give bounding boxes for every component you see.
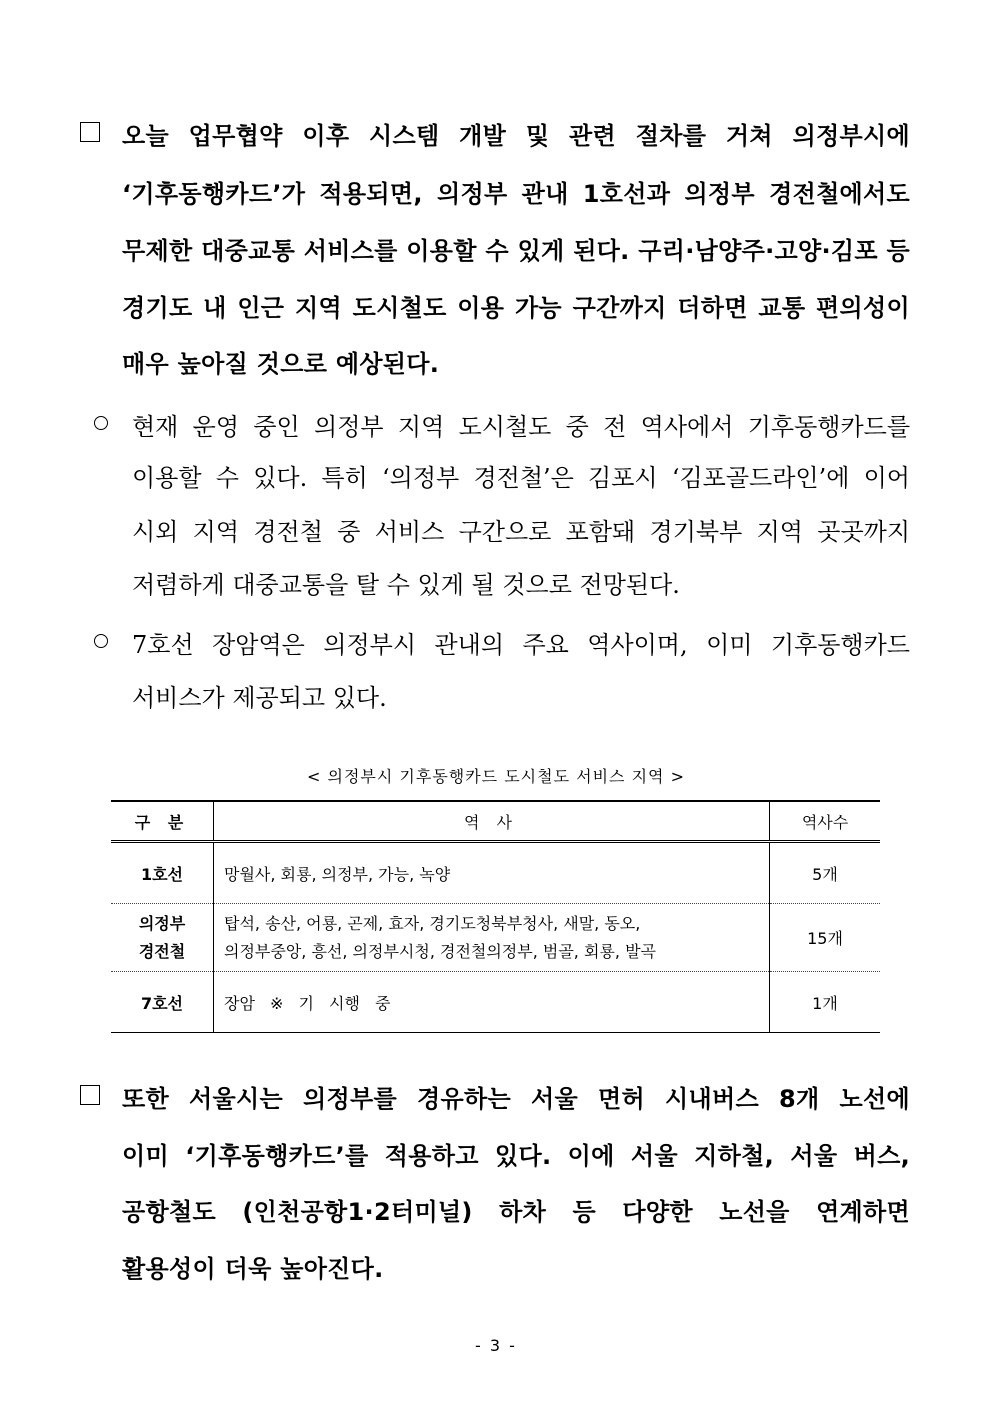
paragraph-2-line-3: 공항철도 (인천공항1·2터미널) 하차 등 다양한 노선을 연계하면 (122, 1198, 910, 1226)
circle-bullet-icon (94, 634, 108, 648)
header-category: 구 분 (111, 801, 214, 842)
table-row (111, 904, 880, 972)
circle-bullet-icon (94, 416, 108, 430)
paragraph-1-line-3: 무제한 대중교통 서비스를 이용할 수 있게 된다. 구리·남양주·고양·김포 등 (122, 237, 910, 265)
service-area-table (111, 800, 880, 1033)
table-header-row (111, 801, 880, 842)
paragraph-2-line-1: 또한 서울시는 의정부를 경유하는 서울 면허 시내버스 8개 노선에 (122, 1085, 910, 1113)
table-row (111, 842, 880, 904)
square-bullet-icon (80, 122, 100, 142)
stations: 망월사, 회룡, 의정부, 가능, 녹양 (214, 842, 770, 904)
paragraph-1-line-5: 매우 높아질 것으로 예상된다. (122, 350, 440, 378)
table-row (111, 972, 880, 1033)
table-caption: < 의정부시 기후동행카드 도시철도 서비스 지역 > (307, 767, 685, 786)
paragraph-1-line-2: ‘기후동행카드’가 적용되면, 의정부 관내 1호선과 의정부 경전철에서도 (122, 180, 910, 208)
bullet-2-line-1: 7호선 장암역은 의정부시 관내의 주요 역사이며, 이미 기후동행카드 (132, 631, 910, 659)
paragraph-2-line-4: 활용성이 더욱 높아진다. (122, 1255, 384, 1283)
page-number: - 3 - (475, 1336, 517, 1355)
stations: 장암 ※ 기 시행 중 (214, 972, 770, 1033)
paragraph-2-line-2: 이미 ‘기후동행카드’를 적용하고 있다. 이에 서울 지하철, 서울 버스, (122, 1142, 910, 1170)
bullet-2-line-2: 서비스가 제공되고 있다. (132, 684, 387, 712)
paragraph-1-line-1: 오늘 업무협약 이후 시스템 개발 및 관련 절차를 거쳐 의정부시에 (122, 122, 910, 150)
stations (214, 904, 770, 972)
station-count: 5개 (770, 842, 881, 904)
line-name-part-1: 의정부 (138, 913, 186, 933)
bullet-1-line-3: 시외 지역 경전철 중 서비스 구간으로 포함돼 경기북부 지역 곳곳까지 (132, 518, 910, 546)
line-name-part-2: 경전철 (138, 941, 186, 961)
header-station-count: 역사수 (770, 801, 881, 842)
line-name: 7호선 (111, 972, 214, 1033)
bullet-1-line-4: 저렴하게 대중교통을 탈 수 있게 될 것으로 전망된다. (132, 571, 680, 599)
bullet-1-line-2: 이용할 수 있다. 특히 ‘의정부 경전철’은 김포시 ‘김포골드라인’에 이어 (132, 464, 910, 492)
square-bullet-icon (80, 1085, 100, 1105)
stations-line-2: 의정부중앙, 흥선, 의정부시청, 경전철의정부, 범골, 회룡, 발곡 (224, 941, 656, 961)
bullet-1-line-1: 현재 운영 중인 의정부 지역 도시철도 중 전 역사에서 기후동행카드를 (132, 413, 910, 441)
stations-line-1: 탑석, 송산, 어룡, 곤제, 효자, 경기도청북부청사, 새말, 동오, (224, 913, 641, 933)
line-name (111, 904, 214, 972)
station-count: 15개 (770, 904, 881, 972)
header-stations: 역 사 (214, 801, 770, 842)
paragraph-1-line-4: 경기도 내 인근 지역 도시철도 이용 가능 구간까지 더하면 교통 편의성이 (122, 294, 910, 322)
line-name: 1호선 (111, 842, 214, 904)
station-count: 1개 (770, 972, 881, 1033)
